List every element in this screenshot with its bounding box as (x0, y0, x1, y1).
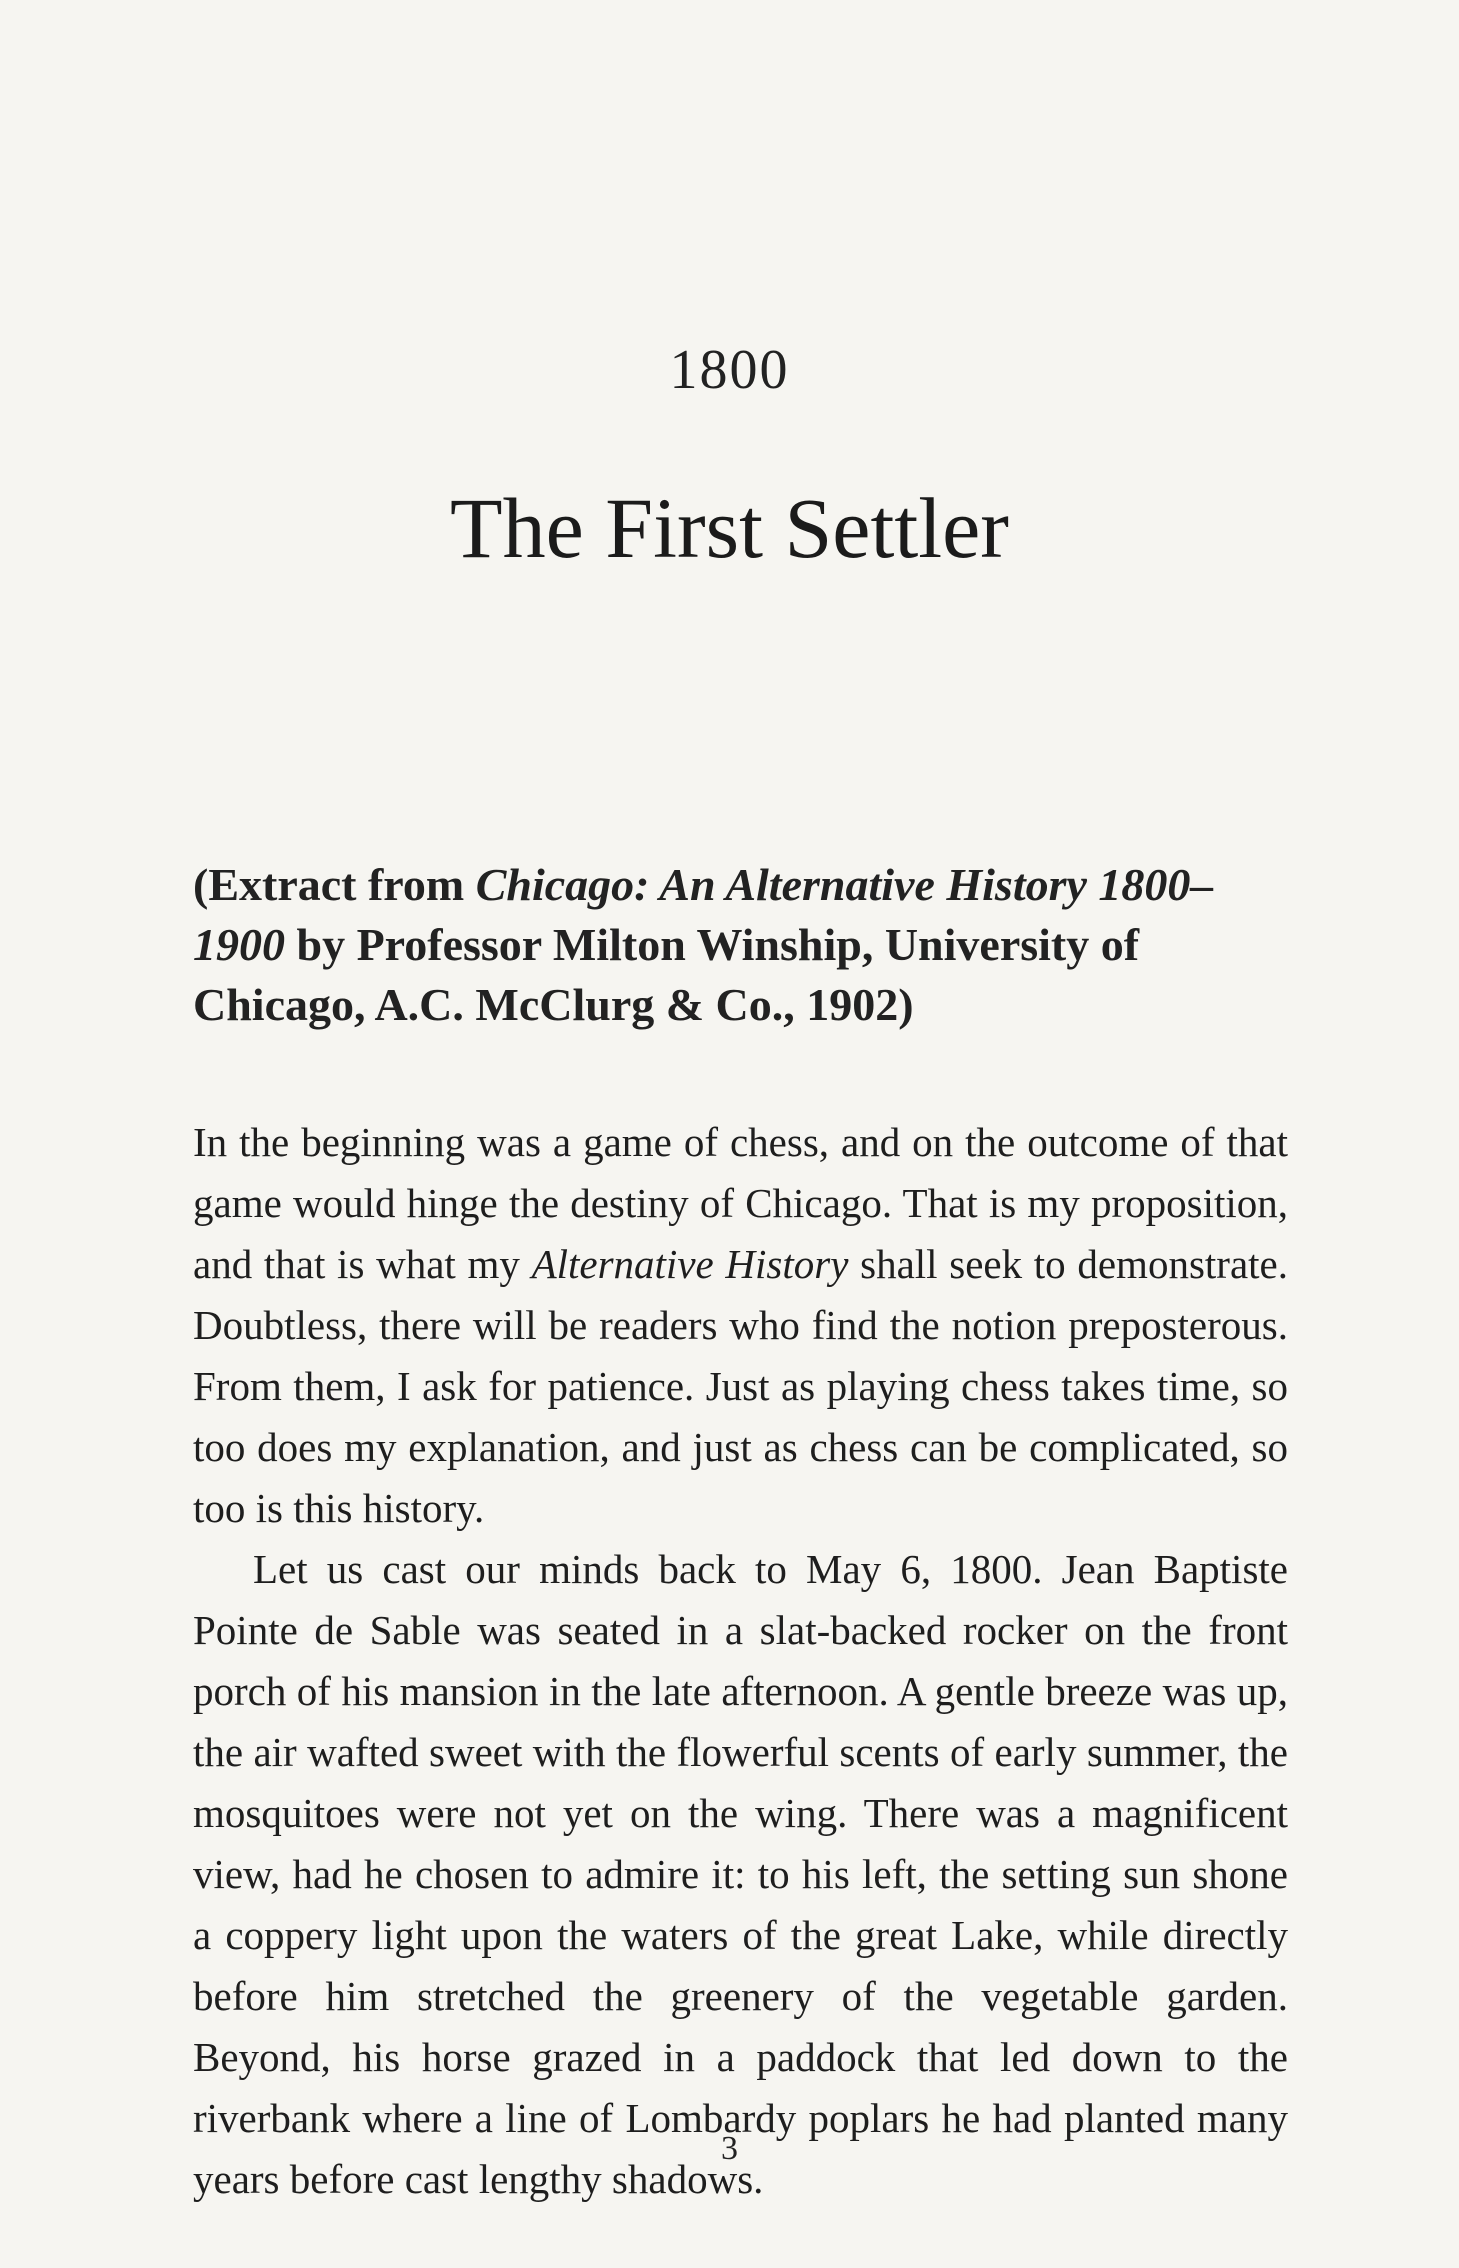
extract-citation (193, 855, 1293, 1035)
extract-suffix: by Professor Milton Winship, University of Chicago, A.C. McClurg & Co., 1902) (193, 919, 1140, 1030)
paragraph-2: Let us cast our minds back to May 6, 1800. Jean Baptiste Pointe de Sable was seated in a slat-backed rocker on the front porch of his mansion in the late afternoon. A gentle breeze was up, the air wafted sweet with the flowerful scents of early summer, the mosquitoes were not yet on the wing. There was a magnificent view, had he chosen to admire it: to his left, the setting sun shone a coppery light upon the waters of the great Lake, while directly before him stretched the greenery of the vegetable garden. Beyond, his horse grazed in a paddock that led down to the riverbank where a line of Lombardy poplars he had planted many years before cast lengthy shadows. (193, 1546, 1288, 2202)
chapter-number: 1800 (669, 339, 790, 401)
paragraph-1 (193, 1112, 1288, 1539)
paragraph-1-part-1: In the beginning was a game of chess, and on the outcome of that game would hinge the destiny of Chicago. That is my proposition, and that is what my (193, 1119, 1288, 1287)
chapter-title: The First Settler (450, 480, 1009, 576)
page-number: 3 (721, 2130, 738, 2167)
extract-book-title: Chicago: An Alternative History 1800–1900 (193, 859, 1214, 970)
body-text (193, 1112, 1288, 2210)
paragraph-1-part-2: shall seek to demonstrate. Doubtless, there will be readers who find the notion preposterous. From them, I ask for patience. Just as playing chess takes time, so too does my explanation, and just as chess can be complicated, so too is this history. (193, 1241, 1288, 1531)
extract-prefix: (Extract from (193, 859, 476, 910)
paragraph-1-emphasis: Alternative History (531, 1241, 849, 1287)
